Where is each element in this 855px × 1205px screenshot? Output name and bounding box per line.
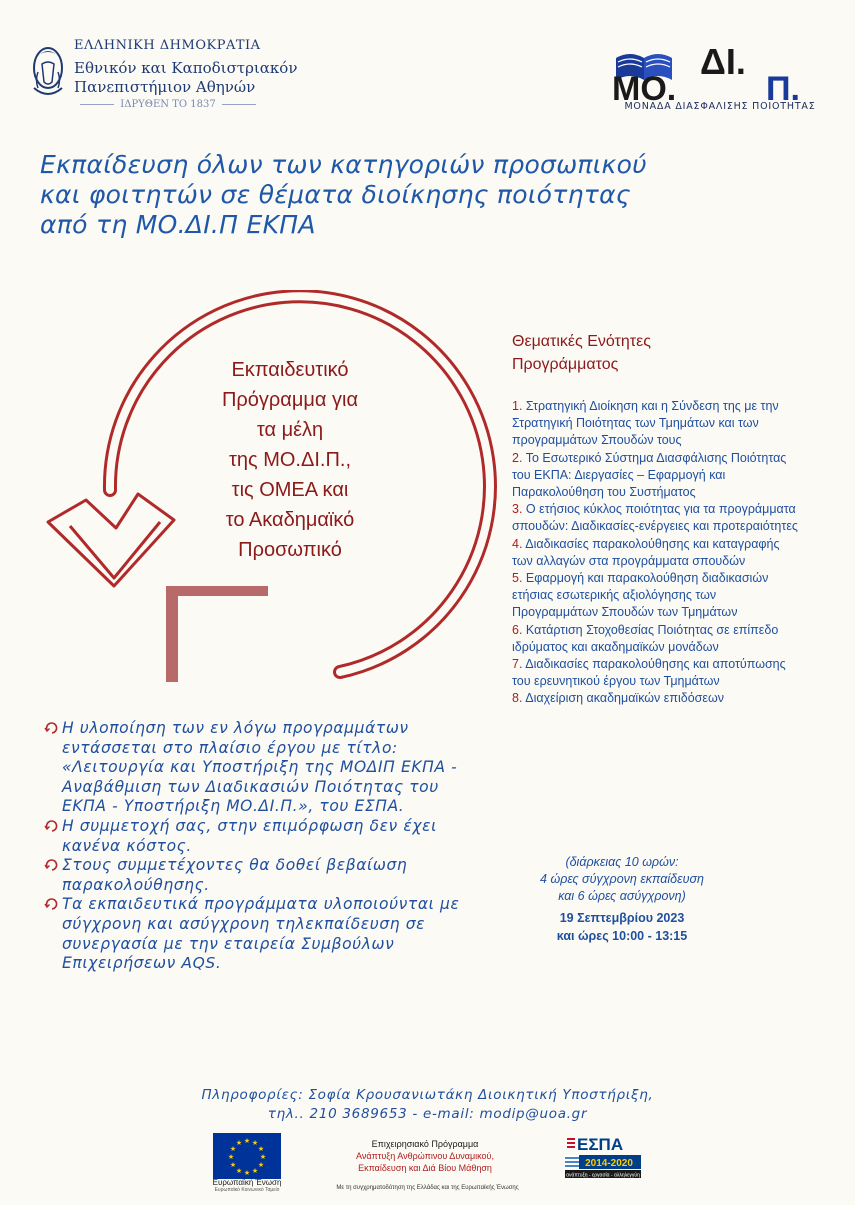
bullet-item: [44, 817, 464, 856]
bullet-text: Στους συμμετέχοντες θα δοθεί βεβαίωση παρακολούθησης.: [62, 856, 408, 894]
athena-head-logo: [26, 42, 70, 102]
program-line: Προσωπικό: [238, 539, 342, 561]
modip-logo-p: Π.: [766, 70, 800, 108]
bullet-item: [44, 895, 464, 973]
topic-text: Κατάρτιση Στοχοθεσίας Ποιότητας σε επίπεδο ιδρύματος και ακαδημαϊκών μονάδων: [512, 622, 779, 654]
topic-item: [512, 656, 802, 690]
eu-label: Ευρωπαϊκή Ένωση: [212, 1178, 282, 1187]
eu-sublabel: Ευρωπαϊκό Κοινωνικό Ταμείο: [214, 1187, 280, 1193]
operational-program: [330, 1138, 520, 1174]
topic-number: 3.: [512, 502, 523, 517]
program-date: [512, 909, 732, 945]
topic-number: 6.: [512, 622, 523, 637]
contact-line2: τηλ.. 210 3689653 - e-mail: modip@uoa.gr: [267, 1106, 588, 1122]
bullet-text: Η συμμετοχή σας, στην επιμόρφωση δεν έχει κανένα κόστος.: [62, 816, 437, 855]
cycle-arrow-icon: [44, 897, 58, 911]
topic-item: [512, 501, 802, 535]
founded-year: ΙΔΡΥΘΕΝ ΤΟ 1837: [72, 99, 264, 110]
svg-text:★: ★: [251, 1167, 259, 1175]
program-line: τις ΟΜΕΑ και: [231, 479, 349, 501]
program-line: το Ακαδημαϊκό: [225, 509, 355, 531]
topic-item: [512, 622, 802, 656]
duration-line2: 4 ώρες σύγχρονη εκπαίδευση: [540, 872, 704, 886]
svg-text:★: ★: [257, 1145, 265, 1153]
svg-text:★: ★: [243, 1169, 251, 1177]
topic-item: [512, 690, 802, 707]
program-line: της ΜΟ.ΔΙ.Π.,: [228, 449, 352, 471]
program-line: τα μέλη: [256, 419, 324, 441]
title-line1: Εκπαίδευση όλων των κατηγοριών προσωπικού: [40, 150, 647, 179]
svg-text:★: ★: [229, 1161, 237, 1169]
page-title: [40, 150, 820, 240]
university-name-line2: Πανεπιστήμιον Αθηνών: [74, 78, 256, 96]
title-line2: και φοιτητών σε θέματα διοίκησης ποιότητας: [40, 180, 631, 209]
espa-tagline: ανάπτυξη - εργασία - αλληλεγγύη: [566, 1172, 640, 1179]
topic-text: Εφαρμογή και παρακολούθηση διαδικασιών ετήσιας εσωτερικής αξιολόγησης των Προγραμμάτων Σπουδών των Τμημάτων: [512, 571, 769, 620]
topic-text: Στρατηγική Διοίκηση και η Σύνδεση της με την Στρατηγική Ποιότητας των Τμημάτων και των προγραμμάτων Σπουδών τους: [512, 399, 779, 448]
svg-text:★: ★: [243, 1137, 251, 1145]
modip-subtitle: ΜΟΝΑΔΑ ΔΙΑΣΦΑΛΙΣΗΣ ΠΟΙΟΤΗΤΑΣ: [624, 101, 816, 112]
program-line: Πρόγραμμα για: [221, 389, 359, 411]
bullet-project-title: «Λειτουργία και Υποστήριξη της ΜΟΔΙΠ ΕΚΠΑ - Αναβάθμιση των Διαδικασιών Ποιότητας του ΕΚΠΑ - Υποστήριξη ΜΟ.ΔΙ.Π.»: [62, 758, 458, 816]
bullet-item: [44, 856, 464, 895]
duration-line3: και 6 ώρες ασύγχρονη): [558, 889, 686, 903]
bullet-text: Τα εκπαιδευτικά προγράμματα υλοποιούνται με σύγχρονη και ασύγχρονη τηλεκπαίδευση σε συνεργασία με την εταιρεία Συμβούλων Επιχειρήσεων AQS.: [62, 895, 460, 973]
corner-bracket: [166, 586, 268, 682]
svg-text:★: ★: [227, 1153, 235, 1161]
topics-heading-line1: Θεματικές Ενότητες: [512, 333, 651, 350]
svg-text:★: ★: [259, 1153, 267, 1161]
modip-logo-mo: ΜΟ.: [612, 70, 677, 108]
contact-info: [0, 1086, 855, 1124]
op-line2: Ανάπτυξη Ανθρώπινου Δυναμικού,: [356, 1151, 494, 1161]
op-line1: Επιχειρησιακό Πρόγραμμα: [371, 1139, 479, 1149]
topic-item: [512, 570, 802, 622]
topic-number: 7.: [512, 657, 523, 672]
topic-item: [512, 398, 802, 450]
eu-flag-icon: [213, 1133, 281, 1179]
topic-number: 1.: [512, 399, 523, 413]
university-name-line1: Εθνικόν και Καποδιστριακόν: [74, 59, 298, 77]
svg-text:★: ★: [235, 1167, 243, 1175]
topic-item: [512, 536, 802, 570]
topics-heading-line2: Προγράμματος: [512, 356, 619, 373]
topic-text: Διαχείριση ακαδημαϊκών επιδόσεων: [525, 691, 724, 706]
svg-text:★: ★: [251, 1139, 259, 1147]
cycle-arrow-icon: [44, 819, 58, 833]
svg-text:★: ★: [229, 1145, 237, 1153]
svg-text:★: ★: [235, 1139, 243, 1147]
topics-heading: [512, 330, 812, 376]
espa-logo: [563, 1133, 643, 1181]
topic-number: 2.: [512, 450, 523, 465]
topic-number: 4.: [512, 536, 523, 551]
info-bullets: [44, 719, 464, 974]
topic-text: Διαδικασίες παρακολούθησης και καταγραφής των αλλαγών στα προγράμματα σπουδών: [512, 536, 780, 568]
date-line1: 19 Σεπτεμβρίου 2023: [559, 911, 685, 925]
country-name: ΕΛΛΗΝΙΚΗ ΔΗΜΟΚΡΑΤΙΑ: [74, 38, 261, 53]
topic-number: 5.: [512, 571, 523, 586]
topic-text: Ο ετήσιος κύκλος ποιότητας για τα προγράμματα σπουδών: Διαδικασίες-ενέργειες και προτεραιότητες: [512, 502, 798, 534]
svg-text:★: ★: [257, 1161, 265, 1169]
duration-line1: (διάρκειας 10 ωρών:: [565, 855, 679, 869]
topic-text: Το Εσωτερικό Σύστημα Διασφάλισης Ποιότητας του ΕΚΠΑ: Διεργασίες – Εφαρμογή και Παρακολούθηση του Συστήματος: [512, 450, 787, 500]
modip-logo-di: ΔΙ.: [700, 41, 746, 82]
op-line3: Εκπαίδευση και Διά Βίου Μάθηση: [358, 1163, 492, 1173]
date-line2: και ώρες 10:00 - 13:15: [556, 929, 688, 943]
topic-item: [512, 450, 802, 502]
bullet-item: [44, 719, 464, 817]
program-duration: [512, 854, 732, 905]
cycle-arrow-icon: [44, 858, 58, 872]
program-line: Εκπαιδευτικό: [231, 359, 349, 381]
topics-list: [512, 398, 802, 708]
contact-line1: Πληροφορίες: Σοφία Κρουσανιωτάκη Διοικητική Υποστήριξη,: [201, 1087, 654, 1103]
cycle-arrow-icon: [44, 721, 58, 735]
espa-years: 2014-2020: [585, 1158, 633, 1169]
espa-word: ΕΣΠΑ: [577, 1135, 624, 1154]
program-description: [190, 355, 390, 565]
title-line3: από τη ΜΟ.ΔΙ.Π ΕΚΠΑ: [40, 210, 316, 239]
cofunding-note: Με τη συγχρηματοδότηση της Ελλάδας και της Ευρωπαϊκής Ένωσης: [336, 1185, 519, 1191]
bullet-text: , του ΕΣΠΑ.: [308, 797, 405, 816]
topic-text: Διαδικασίες παρακολούθησης και αποτύπωσης του ερευνητικού έργου των Τμημάτων: [512, 657, 786, 689]
topic-number: 8.: [512, 691, 523, 706]
bullet-text: Η υλοποίηση των εν λόγω προγραμμάτων εντάσσεται στο πλαίσιο έργου με τίτλο:: [62, 719, 409, 757]
